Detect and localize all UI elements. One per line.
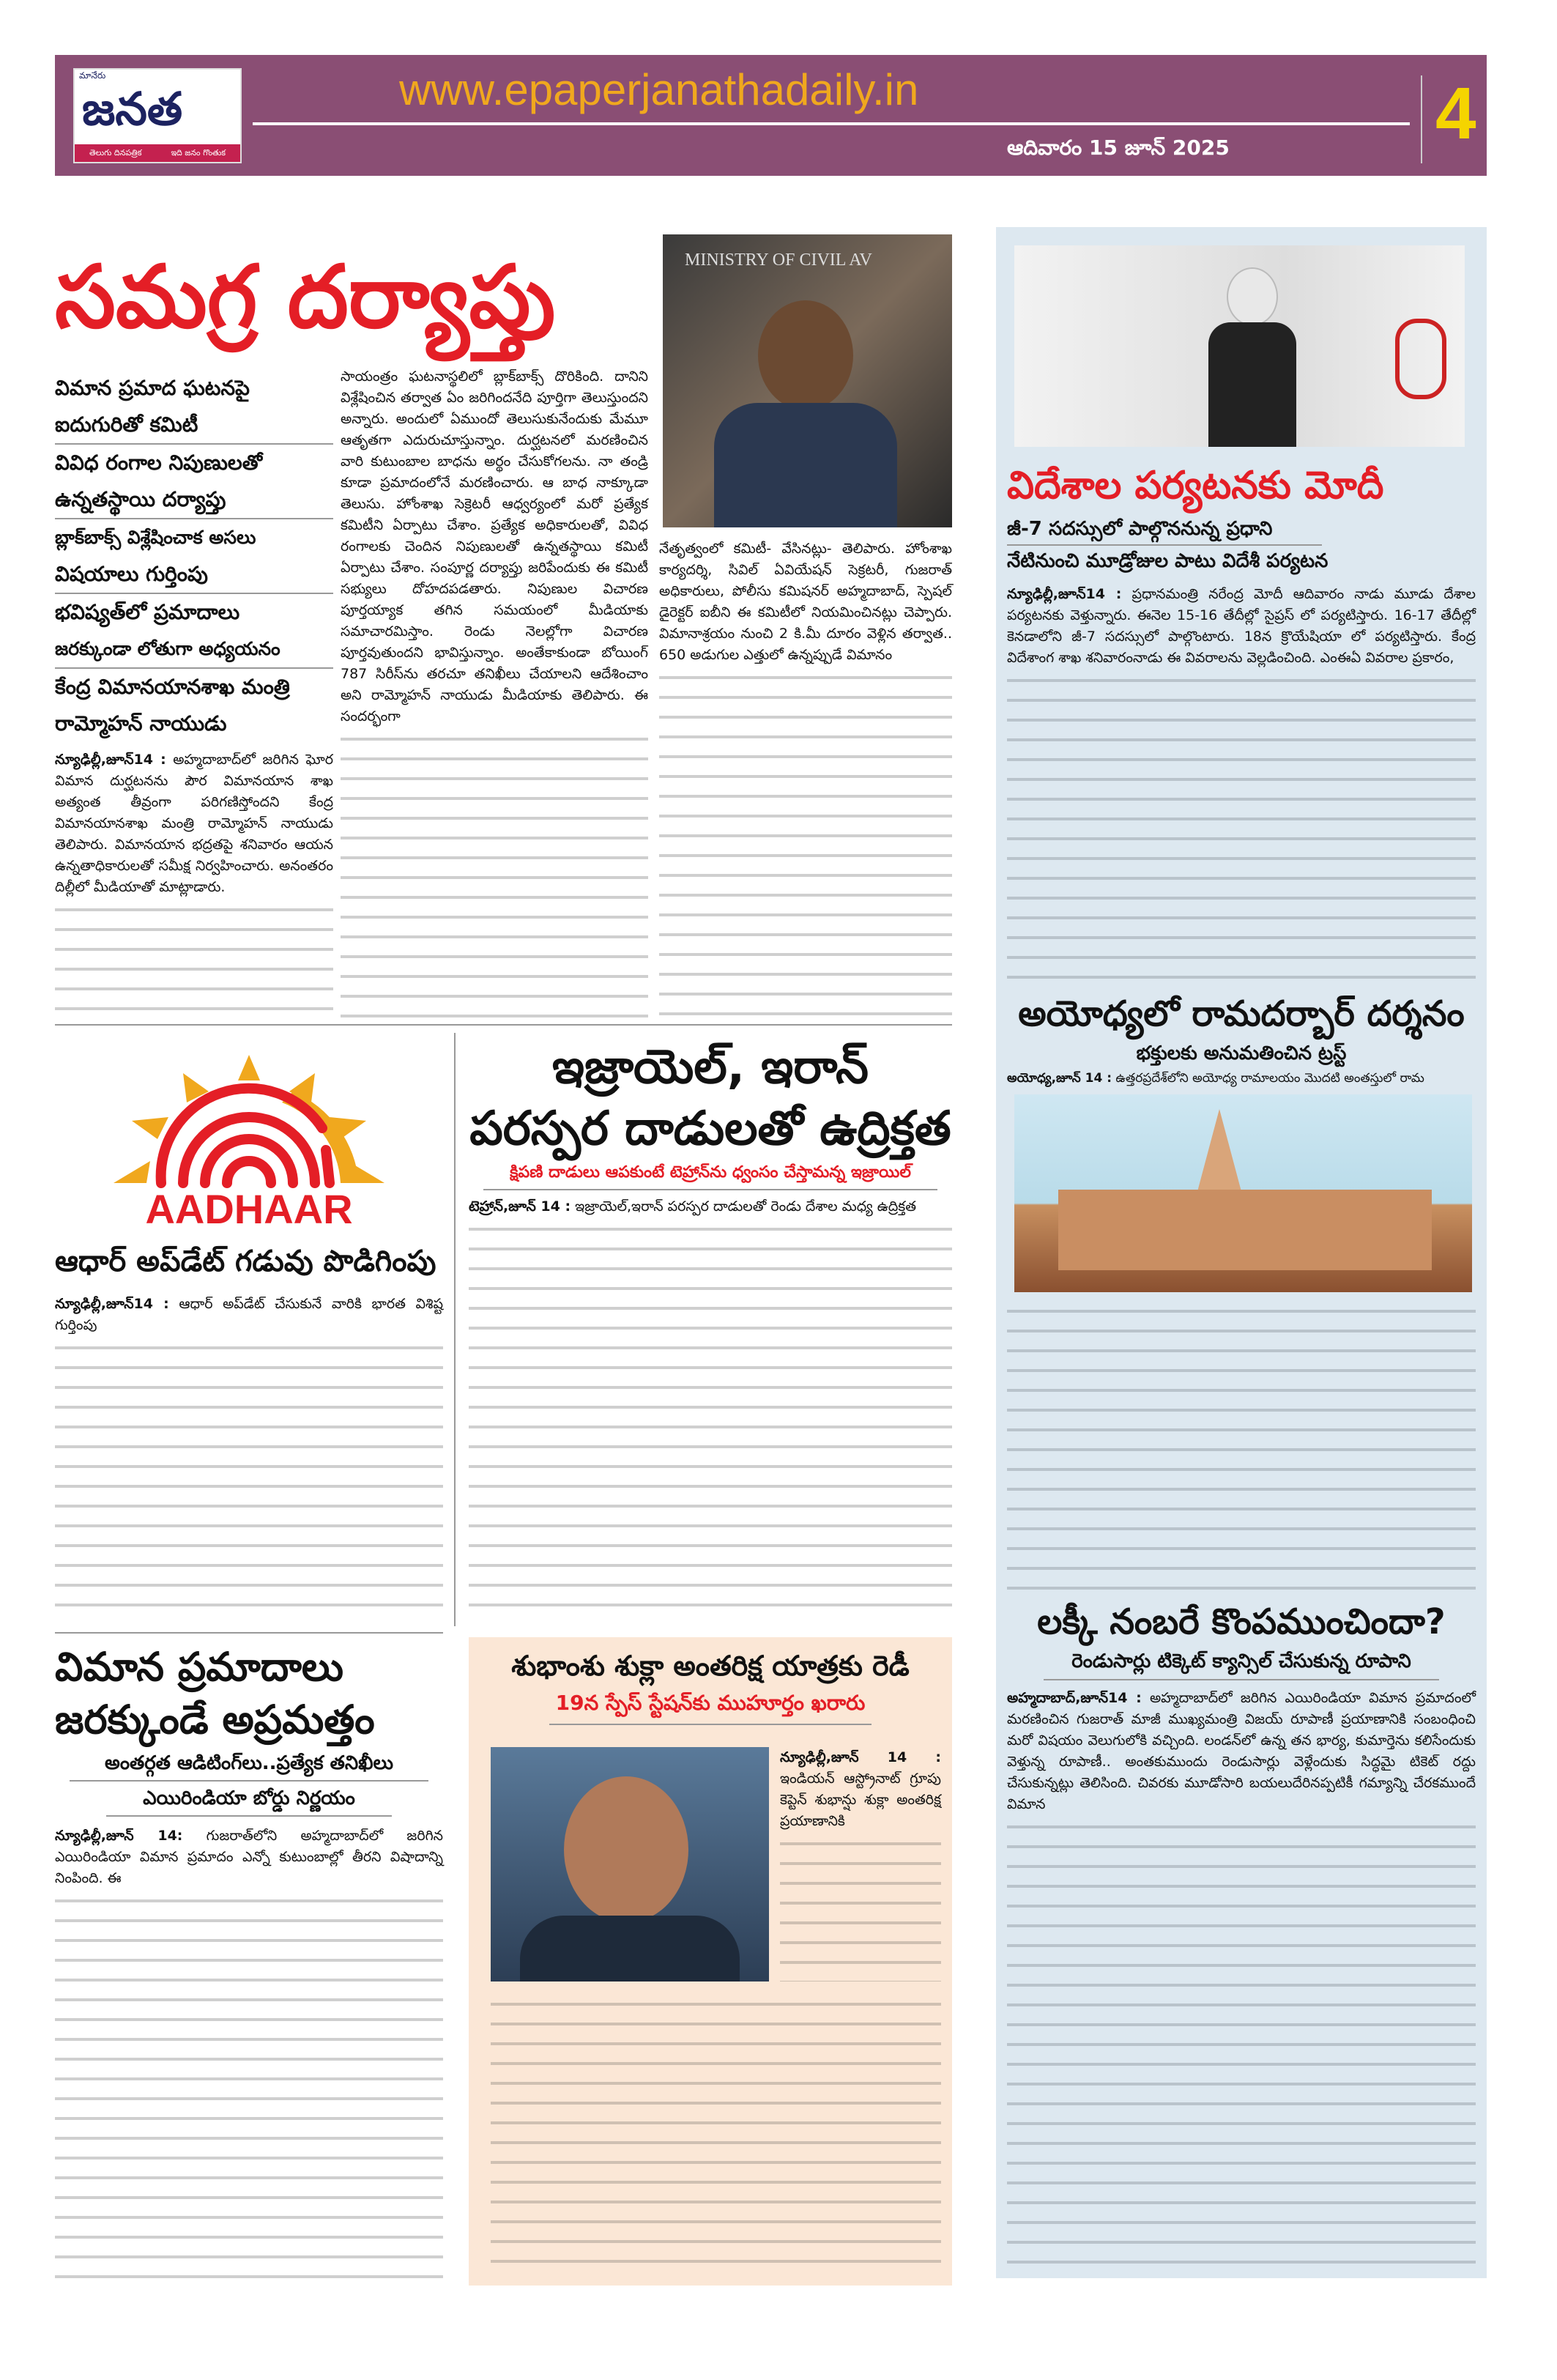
modi-photo [1014, 245, 1465, 447]
ram-temple-photo [1014, 1094, 1472, 1292]
logo-tagline-left: తెలుగు దినపత్రిక [89, 148, 142, 157]
text-column-filler [1007, 1815, 1476, 2271]
text-column-filler [491, 1992, 941, 2278]
lead-subhead: జరక్కుండా లోతుగా అధ్యయనం [55, 631, 333, 669]
text-column-filler [55, 1336, 443, 1623]
lead-body-col2 [341, 366, 648, 727]
shukla-photo [491, 1747, 769, 1982]
aviation-subheads [55, 1746, 443, 1817]
shukla-side-column [780, 1747, 941, 1982]
aviation-headline-line: జరక్కుండే అప్రమత్తం [55, 1697, 375, 1743]
lead-column-3 [659, 538, 952, 1018]
lead-subhead: ఐదుగురితో కమిటీ [55, 407, 333, 445]
minister-photo [663, 234, 952, 527]
modi-body [1007, 584, 1476, 669]
article-text: ఆధార్ అప్‌డేట్ చేసుకునే వారికి భారత విశిష్ట గుర్తింపు [55, 1296, 443, 1333]
lead-subhead: వివిధ రంగాల నిపుణులతో [55, 451, 263, 475]
issue-date: ఆదివారం 15 జూన్ 2025 [1007, 136, 1230, 160]
page-number: 4 [1435, 73, 1476, 155]
lead-subhead: విమాన ప్రమాద ఘటనపై [55, 376, 250, 400]
israel-subhead: క్షిపణి దాడులు ఆపకుంటే టెహ్రాన్‌ను ధ్వంసం చేస్తామన్న ఇజ్రాయిల్ [510, 1163, 911, 1182]
lead-subhead: విషయాలు గుర్తింపు [55, 556, 333, 594]
text-column-filler [1007, 1300, 1476, 1597]
dateline: న్యూఢిల్లీ,జూన్14 : [55, 1296, 169, 1312]
aadhaar-column [55, 1238, 443, 1623]
israel-headline-line: పరస్పర దాడులతో ఉద్రిక్తత [469, 1102, 951, 1156]
ayodhya-column [996, 989, 1487, 1597]
aadhaar-logo [103, 1040, 395, 1231]
ayodhya-subhead: భక్తులకు అనుమతించిన ట్రస్ట్ [1136, 1042, 1347, 1064]
text-column-filler [1007, 669, 1476, 985]
aadhaar-headline: ఆధార్ అప్‌డేట్ గడువు పొడిగింపు [55, 1245, 436, 1278]
logo-prefix: మానేరు [79, 70, 106, 81]
lead-column-1 [55, 370, 333, 1018]
shukla-subhead: 19న స్పేస్ స్టేషన్‌కు ముహూర్తం ఖరారు [555, 1691, 866, 1715]
dateline: అహ్మదాబాద్,జూన్14 : [1007, 1690, 1142, 1706]
article-text: ఉత్తరప్రదేశ్‌లోని అయోధ్య రామాలయం మొదటి అంతస్తులో రామ [1115, 1071, 1424, 1086]
article-text: నేతృత్వంలో కమిటీ- వేసినట్లు- తెలిపారు. హోంశాఖ కార్యదర్శి, సివిల్ ఏవియేషన్ సెక్రటరీ, గుజరాత్ అధికారులు, పోలీసు కమిషనర్ అహ్మదాబాద్, స్పెషల్ డైరెక్టర్ ఐబీని ఈ కమిటీలో నియమించినట్లు చెప్పారు. విమానాశ్రయం నుంచి 2 కి.మీ దూరం వెళ్లిన తర్వాత.. 650 అడుగుల ఎత్తులో ఉన్నప్పుడే విమానం [659, 541, 952, 663]
shukla-headline: శుభాంశు శుక్లా అంతరిక్ష యాత్రకు రెడీ [511, 1650, 910, 1682]
person-body-shape [1208, 322, 1296, 447]
text-column-filler [55, 898, 333, 1018]
section-divider [55, 1632, 443, 1634]
text-column-filler [469, 1217, 952, 1623]
rupani-headline: లక్కీ నంబరే కొంపముంచిందా? [1037, 1601, 1446, 1642]
article-text: గుజరాత్‌లోని అహ్మదాబాద్‌లో జరిగిన ఎయిరిండియా విమాన ప్రమాదం ఎన్నో కుటుంబాల్లో తీరని విషాదాన్ని నింపింది. ఈ [55, 1828, 444, 1886]
article-text: ఇజ్రాయెల్,ఇరాన్ పరస్పర దాడులతో రెండు దేశాల మధ్య ఉద్రిక్తత [575, 1198, 917, 1215]
subhead-rule [483, 1189, 937, 1190]
rupani-column [996, 1597, 1487, 2271]
aviation-subhead: ఎయిరిండియా బోర్డు నిర్ణయం [106, 1782, 392, 1817]
dateline: అయోధ్య,జూన్ 14 : [1007, 1071, 1112, 1086]
aviation-subhead: అంతర్గత ఆడిటింగ్‌లు..ప్రత్యేక తనిఖీలు [70, 1746, 428, 1782]
person-face-shape [564, 1776, 688, 1923]
masthead-vertical-divider [1421, 75, 1422, 163]
column-divider [454, 1033, 456, 1626]
aviation-column [55, 1641, 443, 2282]
lead-subhead: భవిష్యత్‌లో ప్రమాదాలు [55, 600, 240, 624]
article-text: ఇండియన్ ఆస్ట్రోనాట్ గ్రూపు కెప్టెన్ శుభాన్షు శుక్లా అంతరిక్ష ప్రయాణానికి [780, 1771, 941, 1829]
aircraft-window [1395, 319, 1446, 399]
text-column-filler [55, 1889, 443, 2282]
shukla-body [780, 1747, 941, 1832]
israel-body [469, 1196, 952, 1217]
ayodhya-headline: అయోధ్యలో రామదర్బార్ దర్శనం [1018, 993, 1465, 1034]
lead-subhead: బ్లాక్‌బాక్స్ విశ్లేషించాక అసలు [55, 527, 256, 548]
aviation-headline [55, 1641, 443, 1746]
temple-structure [1058, 1190, 1432, 1270]
section-divider [55, 1024, 952, 1026]
lead-body-col1 [55, 749, 333, 898]
lead-headline: సమగ్ర దర్యాప్తు [55, 246, 556, 347]
text-column-filler [780, 1832, 941, 1982]
logo-tagline-right: ఇది జనం గొంతుక [171, 148, 226, 157]
dateline: న్యూఢిల్లీ,జూన్ 14 : [780, 1749, 941, 1765]
person-body-shape [714, 403, 897, 527]
person-head-shape [1227, 267, 1278, 326]
israel-headline [469, 1037, 952, 1160]
modi-subhead: నేటినుంచి మూడ్రోజుల పాటు విదేశీ పర్యటన [1007, 550, 1329, 572]
janatha-logo [73, 68, 242, 163]
masthead-divider [253, 122, 1410, 125]
rupani-subhead: రెండుసార్లు టిక్కెట్ క్యాన్సిల్ చేసుకున్న రూపాని [1071, 1650, 1411, 1672]
ayodhya-body [1007, 1068, 1476, 1089]
lead-subhead: రామ్మోహన్ నాయుడు [55, 711, 227, 735]
shukla-header [469, 1645, 952, 1740]
subhead-rule [549, 1724, 872, 1725]
dateline: న్యూఢిల్లీ,జూన్ 14: [55, 1828, 183, 1844]
masthead [55, 55, 1487, 176]
logo-name: జనత [82, 82, 183, 136]
dateline: న్యూఢిల్లీ,జూన్14 : [55, 752, 166, 768]
aviation-body [55, 1825, 443, 1889]
modi-headline: విదేశాల పర్యటనకు మోదీ [1007, 464, 1384, 508]
person-head-shape [758, 300, 853, 410]
website-url[interactable]: www.epaperjanathadaily.in [399, 65, 919, 114]
article-text: ప్రధానమంత్రి నరేంద్ర మోదీ ఆదివారం నాడు మూడు దేశాల పర్యటనకు వెళ్తున్నారు. ఈనెల 15-16 తేదీల్లో సైప్రస్ లో పర్యటిస్తారు. 16-17 తేదీల్లో కెనడాలోని జీ-7 సదస్సులో పాల్గొంటారు. 18న క్రొయేషియా లో పర్యటిస్తారు. కేంద్ర విదేశాంగ శాఖ శనివారంనాడు ఈ వివరాలను వెల్లడించింది. ఎంఈఏ వివరాల ప్రకారం, [1007, 586, 1476, 666]
dateline: టెహ్రాన్,జూన్ 14 : [469, 1198, 571, 1215]
text-column-filler [341, 727, 648, 1018]
aviation-headline-line: విమాన ప్రమాదాలు [55, 1644, 343, 1690]
article-text: అహ్మదాబాద్‌లో జరిగిన ఎయిరిండియా విమాన ప్రమాదంలో మరణించిన గుజరాత్ మాజీ ముఖ్యమంత్రి విజయ్ రూపాణీ ప్రయాణానికి సంబంధించి మరో విషయం వెలుగులోకి వచ్చింది. లండన్‌లో ఉన్న తన భార్య, కుమార్తెను కలిసేందుకు వెళ్తున్న రూపాణీ.. అంతకుముందు రెండుసార్లు వెళ్లేందుకు సిద్ధమై టికెట్ రద్దు చేసుకున్నట్లు తెలిసింది. చివరకు మూడోసారి బయలుదేరినప్పటికీ గమ్యాన్ని చేరకముందే విమాన [1007, 1690, 1476, 1812]
text-column-filler [659, 666, 952, 1018]
photo-sign-text: MINISTRY OF CIVIL AV [685, 251, 872, 270]
lead-subhead: కేంద్ర విమానయానశాఖ మంత్రి [55, 675, 290, 699]
aadhaar-logo-text: AADHAAR [145, 1186, 353, 1231]
article-text: అహ్మదాబాద్‌లో జరిగిన ఘోర విమాన దుర్ఘటనను పౌర విమానయాన శాఖ అత్యంత తీవ్రంగా పరిగణిస్తోందని కేంద్ర విమానయానశాఖ మంత్రి రామ్మోహన్ నాయుడు తెలిపారు. విమానయాన భద్రతపై శనివారం ఆయన ఉన్నతాధికారులతో సమీక్ష నిర్వహించారు. అనంతరం దిల్లీలో మీడియాతో మాట్లాడారు. [55, 752, 333, 895]
article-text: సాయంత్రం ఘటనాస్థలిలో బ్లాక్‌బాక్స్ దొరికింది. దానిని విశ్లేషించిన తర్వాత ఏం జరిగిందనేది పూర్తిగా తెలుస్తుందని అన్నారు. అందులో ఏముందో తెలుసుకునేందుకు మేమూ ఆతృతగా ఎదురుచూస్తున్నాం. దుర్ఘటనలో మరణించిన వారి కుటుంబాల బాధను అర్థం చేసుకోగలను. నా తండ్రి కూడా ప్రమాదంలోనే మరణించారు. ఆ బాధ నాక్కూడా తెలుసు. హోంశాఖ సెక్రెటరీ ఆధ్వర్యంలో మరో ప్రత్యేక కమిటీని ఏర్పాటు చేశాం. ప్రత్యేక అధికారులతో, వివిధ రంగాలకు చెందిన నిపుణులతో ఉన్నతస్థాయి కమిటీ ఏర్పాటు చేశాం. సంపూర్ణ దర్యాప్తు జరిపేందుకు ఈ కమిటీ సభ్యులు దోహదపడతారు. నిపుణుల విచారణ పూర్తయ్యాక తగిన సమయంలో మీడియాకు సమాచారమిస్తాం. రెండు నెలల్లోగా విచారణ పూర్తవుతుందని భావిస్తున్నాం. అంతేకాకుండా బోయింగ్ 787 సిరీస్‌ను తరచూ తనిఖీలు చేయాలని ఆదేశించాం అని రామ్మోహన్ నాయుడు మీడియాకు తెలిపారు. ఈ సందర్భంగా [341, 368, 648, 724]
modi-column [1007, 458, 1476, 985]
lead-body-col3 [659, 538, 952, 666]
israel-headline-line: ఇజ్రాయెల్, ఇరాన్ [551, 1040, 869, 1094]
modi-subhead: జీ-7 సదస్సులో పాల్గొననున్న ప్రధాని [1007, 514, 1322, 546]
aadhaar-body [55, 1294, 443, 1336]
israel-column [469, 1037, 952, 1623]
rupani-body [1007, 1688, 1476, 1815]
subhead-rule [1044, 1679, 1439, 1680]
person-body-shape [520, 1916, 740, 1982]
dateline: న్యూఢిల్లీ,జూన్14 : [1007, 586, 1122, 602]
lead-column-2 [341, 366, 648, 1018]
lead-subhead: ఉన్నతస్థాయి దర్యాప్తు [55, 481, 333, 519]
